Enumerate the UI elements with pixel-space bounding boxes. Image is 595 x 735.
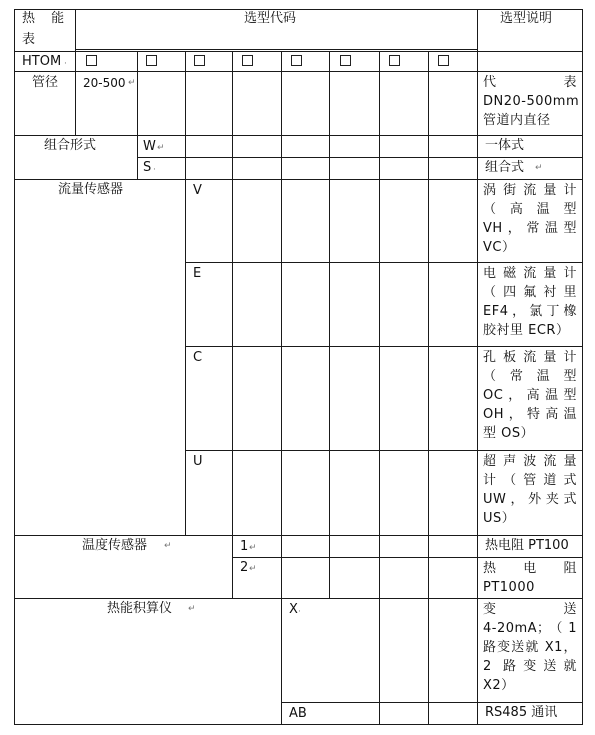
- description-line: OC，高温型: [483, 388, 577, 403]
- rule: [137, 51, 138, 180]
- rule: [14, 71, 582, 72]
- description-line: 变 送: [483, 602, 577, 617]
- flow-code-e: E: [193, 266, 202, 281]
- description-line: 电磁流量计: [483, 266, 577, 281]
- header-product-line2: 表: [22, 32, 36, 47]
- code-checkbox[interactable]: [194, 55, 205, 66]
- return-mark: ↵: [249, 543, 257, 553]
- flow-code-v: V: [193, 183, 202, 198]
- description-line: DN20-500mm: [483, 94, 580, 109]
- diameter-description: [483, 73, 580, 130]
- code-checkbox[interactable]: [438, 55, 449, 66]
- flow-desc-v: [483, 181, 577, 257]
- return-mark: ↵: [128, 78, 136, 88]
- rule: [14, 9, 582, 10]
- description-line: （四氟衬里: [483, 285, 577, 300]
- header-product-line1: 热 能: [22, 11, 71, 26]
- description-line: 4-20mA；（1: [483, 621, 577, 636]
- rule: [14, 135, 582, 136]
- description-line: 胶衬里 ECR）: [483, 323, 570, 338]
- rule: [137, 157, 582, 158]
- htom-label: HTOM: [22, 54, 62, 69]
- calc-code-ab: AB: [289, 706, 307, 721]
- temp-desc-2: [483, 559, 577, 597]
- flow-desc-e: [483, 264, 577, 340]
- code-checkbox[interactable]: [86, 55, 97, 66]
- code-checkbox[interactable]: [340, 55, 351, 66]
- temp-desc-1: 热电阻 PT100: [485, 538, 569, 553]
- description-line: PT1000: [483, 580, 535, 595]
- description-line: US）: [483, 511, 516, 526]
- flow-code-u: U: [193, 454, 203, 469]
- return-mark: ↵: [157, 143, 165, 153]
- description-line: 型 OS）: [483, 426, 535, 441]
- rule: [232, 557, 582, 558]
- description-line: OH，特高温: [483, 407, 577, 422]
- return-mark: ↵: [188, 604, 196, 614]
- temp-code-2: 2: [240, 560, 249, 575]
- description-line: 管道内直径: [483, 113, 551, 128]
- calc-code-x: X: [289, 602, 298, 617]
- header-description: 选型说明: [500, 11, 553, 26]
- header-code: 选型代码: [244, 11, 297, 26]
- code-checkbox[interactable]: [242, 55, 253, 66]
- combination-desc-s: 组合式: [485, 160, 525, 175]
- description-line: X2）: [483, 678, 515, 693]
- rule: [281, 702, 582, 703]
- rule: [185, 51, 186, 536]
- code-checkbox[interactable]: [389, 55, 400, 66]
- return-mark: ↵: [249, 564, 257, 574]
- rule: [185, 262, 582, 263]
- flow-desc-u: [483, 452, 577, 528]
- rule: [329, 51, 330, 599]
- temp-code-1: 1: [240, 539, 249, 554]
- temp-sensor-label: 温度传感器: [82, 538, 148, 553]
- rule: [14, 179, 582, 180]
- description-line: 路变送就 X1，: [483, 640, 577, 655]
- description-line: 计（管道式: [483, 473, 577, 488]
- diameter-label: 管径: [32, 75, 59, 90]
- description-line: 代 表: [483, 75, 577, 90]
- space-mark: ·: [64, 59, 67, 69]
- rule: [232, 51, 233, 599]
- rule: [281, 51, 282, 725]
- rule: [379, 51, 380, 725]
- calc-desc-ab: RS485 通讯: [485, 705, 558, 720]
- combination-code-s: S: [143, 160, 152, 175]
- rule: [14, 724, 582, 725]
- diameter-value: 20-500: [83, 76, 126, 90]
- combination-code-w: W: [143, 139, 156, 154]
- code-checkbox[interactable]: [146, 55, 157, 66]
- calc-desc-x: [483, 600, 577, 695]
- calculator-label: 热能积算仪: [107, 601, 173, 616]
- combination-label: 组合形式: [44, 138, 97, 153]
- rule: [14, 51, 582, 52]
- rule: [14, 535, 582, 536]
- description-line: 超声波流量: [483, 454, 577, 469]
- space-mark: ·: [298, 607, 301, 617]
- rule: [75, 9, 76, 136]
- rule: [75, 49, 477, 50]
- flow-desc-c: [483, 348, 577, 443]
- rule: [582, 9, 583, 725]
- combination-desc-w: 一体式: [485, 138, 525, 153]
- space-mark: ·: [153, 165, 156, 175]
- flow-sensor-label: 流量传感器: [58, 182, 124, 197]
- description-line: VH，常温型: [483, 221, 577, 236]
- rule: [185, 346, 582, 347]
- flow-code-c: C: [193, 350, 203, 365]
- description-line: UW，外夹式: [483, 492, 577, 507]
- description-line: 2 路变送就: [483, 659, 577, 674]
- rule: [14, 9, 15, 725]
- return-mark: ↵: [535, 163, 543, 173]
- description-line: 涡街流量计: [483, 183, 577, 198]
- rule: [185, 450, 582, 451]
- rule: [428, 51, 429, 725]
- return-mark: ↵: [164, 541, 172, 551]
- description-line: （高温型: [483, 202, 577, 217]
- rule: [14, 598, 582, 599]
- description-line: 孔板流量计: [483, 350, 577, 365]
- description-line: （常温型: [483, 369, 577, 384]
- rule: [477, 9, 478, 725]
- code-checkbox[interactable]: [291, 55, 302, 66]
- description-line: VC）: [483, 240, 516, 255]
- description-line: EF4，氯丁橡: [483, 304, 577, 319]
- description-line: 热 电 阻: [483, 561, 577, 576]
